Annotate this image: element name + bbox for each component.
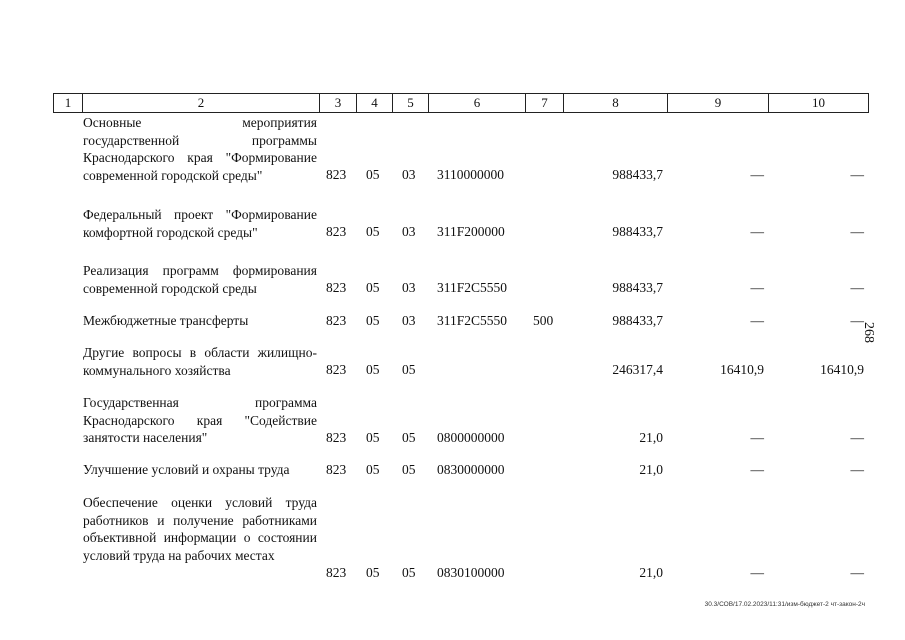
row-subsection: 03 xyxy=(402,224,416,239)
row-section: 05 xyxy=(366,430,380,445)
col-header-6: 6 xyxy=(429,94,526,113)
row-amount-3: 16410,9 xyxy=(820,362,864,377)
row-code-admin: 823 xyxy=(326,167,347,182)
row-amount-1: 988433,7 xyxy=(612,224,663,239)
row-target-code: 311F2C5550 xyxy=(437,280,508,295)
row-section: 05 xyxy=(366,280,380,295)
row-amount-1: 988433,7 xyxy=(612,313,663,328)
row-code-admin: 823 xyxy=(326,362,347,377)
row-amount-2: — xyxy=(750,167,764,182)
row-section: 05 xyxy=(366,167,380,182)
col-header-3: 3 xyxy=(320,94,357,113)
row-subsection: 05 xyxy=(402,565,416,580)
row-amount-3: — xyxy=(850,280,864,295)
row-target-code: 0830000000 xyxy=(437,462,505,477)
col-header-7: 7 xyxy=(526,94,564,113)
row-amount-1: 988433,7 xyxy=(612,280,663,295)
row-amount-3: — xyxy=(850,224,864,239)
row-expense-type: 500 xyxy=(533,313,554,328)
row-amount-1: 246317,4 xyxy=(612,362,663,377)
row-name: Улучшение условий и охраны труда xyxy=(83,462,290,477)
row-name: Межбюджетные трансферты xyxy=(83,313,249,328)
row-subsection: 05 xyxy=(402,462,416,477)
row-target-code: 0800000000 xyxy=(437,430,505,445)
col-header-5: 5 xyxy=(393,94,429,113)
col-header-9: 9 xyxy=(668,94,769,113)
row-amount-3: — xyxy=(850,167,864,182)
row-section: 05 xyxy=(366,224,380,239)
row-section: 05 xyxy=(366,362,380,377)
row-amount-3: — xyxy=(850,565,864,580)
row-amount-3: — xyxy=(850,313,864,328)
page-number: 268 xyxy=(861,322,876,343)
row-code-admin: 823 xyxy=(326,462,347,477)
row-amount-2: — xyxy=(750,313,764,328)
row-amount-2: — xyxy=(750,430,764,445)
row-amount-1: 21,0 xyxy=(639,430,663,445)
row-target-code: 311F200000 xyxy=(437,224,505,239)
row-amount-2: — xyxy=(750,280,764,295)
row-target-code: 0830100000 xyxy=(437,565,505,580)
row-amount-2: — xyxy=(750,224,764,239)
row-code-admin: 823 xyxy=(326,280,347,295)
row-target-code: 311F2C5550 xyxy=(437,313,508,328)
row-section: 05 xyxy=(366,313,380,328)
row-section: 05 xyxy=(366,565,380,580)
row-section: 05 xyxy=(366,462,380,477)
column-header-row xyxy=(53,93,869,113)
row-name: Федеральный проект "Формирование комфортной городской среды" xyxy=(83,207,317,240)
row-code-admin: 823 xyxy=(326,224,347,239)
row-amount-1: 21,0 xyxy=(639,565,663,580)
row-amount-1: 988433,7 xyxy=(612,167,663,182)
row-subsection: 05 xyxy=(402,430,416,445)
row-subsection: 05 xyxy=(402,362,416,377)
footer-note: 30.3/СОВ/17.02.2023/11:31/изм-бюджет-2 чт-закон-2ч xyxy=(704,601,865,608)
row-amount-2: 16410,9 xyxy=(720,362,764,377)
row-name: Обеспечение оценки условий труда работников и получение работниками объективной информации о состоянии условий труда на рабочих местах xyxy=(83,495,317,563)
col-header-1: 1 xyxy=(54,94,83,113)
row-code-admin: 823 xyxy=(326,313,347,328)
row-name: Другие вопросы в области жилищно-коммунального хозяйства xyxy=(83,345,317,378)
row-name: Основные мероприятия государственной программы Краснодарского края "Формирование современной городской среды" xyxy=(83,115,317,183)
row-name: Государственная программа Краснодарского края "Содействие занятости населения" xyxy=(83,395,317,445)
col-header-4: 4 xyxy=(357,94,393,113)
row-amount-1: 21,0 xyxy=(639,462,663,477)
row-code-admin: 823 xyxy=(326,430,347,445)
col-header-2: 2 xyxy=(83,94,320,113)
row-amount-3: — xyxy=(850,430,864,445)
row-subsection: 03 xyxy=(402,167,416,182)
row-subsection: 03 xyxy=(402,313,416,328)
col-header-10: 10 xyxy=(769,94,869,113)
row-subsection: 03 xyxy=(402,280,416,295)
row-amount-2: — xyxy=(750,565,764,580)
row-target-code: 3110000000 xyxy=(437,167,504,182)
row-amount-3: — xyxy=(850,462,864,477)
row-name: Реализация программ формирования современной городской среды xyxy=(83,263,317,296)
row-code-admin: 823 xyxy=(326,565,347,580)
col-header-8: 8 xyxy=(564,94,668,113)
row-amount-2: — xyxy=(750,462,764,477)
